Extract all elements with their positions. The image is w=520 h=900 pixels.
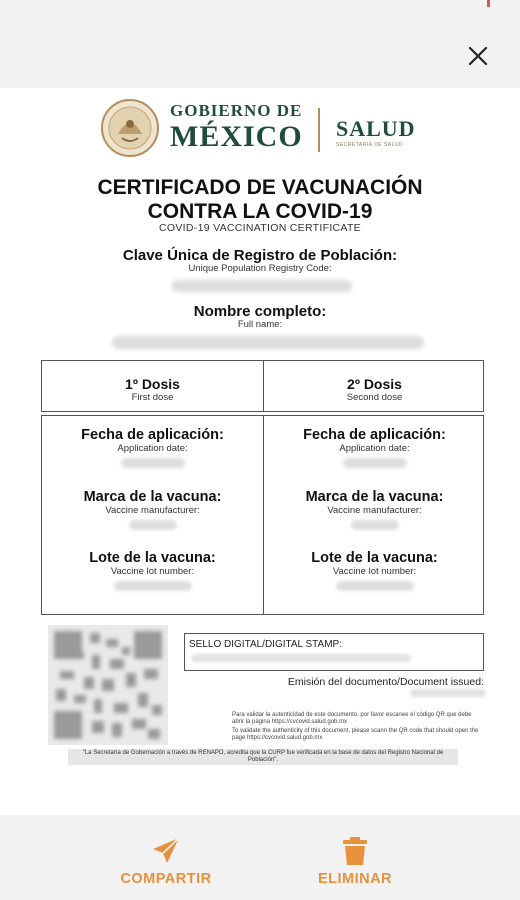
status-indicator	[487, 0, 490, 7]
close-button[interactable]	[466, 44, 490, 68]
name-label-en: Full name:	[237, 319, 283, 330]
name-label: Nombre completo:	[193, 303, 327, 320]
renapo-note: "La Secretaría de Gobernación a través de RENAPO, acredita que la CURP fue verificada en la base de datos del Registro Nacional de Población".	[68, 749, 458, 765]
curp-label: Clave Única de Registro de Población:	[122, 247, 398, 264]
dose-2-details	[264, 416, 485, 614]
gobierno-line2: MÉXICO	[170, 120, 303, 153]
dose-2-title-en: Second dose	[346, 392, 403, 403]
dose-2-title: 2º Dosis	[347, 376, 402, 392]
issued-label: Emisión del documento/Document issued:	[287, 676, 484, 688]
name-value-redacted	[112, 336, 424, 349]
dose-1-header	[42, 361, 263, 411]
header-divider	[318, 108, 320, 152]
bottom-action-bar	[0, 815, 520, 900]
government-header	[100, 98, 430, 162]
dose-1-manufacturer-label-en: Vaccine manufacturer:	[105, 505, 200, 516]
dose-2-manufacturer-label: Marca de la vacuna:	[305, 489, 444, 505]
validation-note-en: To validate the authenticity of this document, please scann the QR code that should open the page https://cvcovid.salud.gob.mx	[232, 728, 479, 741]
top-bar	[0, 0, 520, 88]
salud-subtitle: SECRETARÍA DE SALUD	[336, 142, 404, 148]
dose-1-date-label-en: Application date:	[117, 443, 188, 454]
dose-2-manufacturer-label-en: Vaccine manufacturer:	[327, 505, 422, 516]
dose-2-lot-redacted	[336, 581, 414, 591]
close-icon	[466, 44, 490, 68]
dose-1-date-redacted	[121, 458, 185, 468]
trash-icon	[339, 835, 371, 867]
dose-2-date-redacted	[343, 458, 407, 468]
share-label: COMPARTIR	[120, 871, 212, 887]
send-icon	[150, 835, 182, 867]
dose-1-manufacturer-field	[42, 489, 263, 530]
gobierno-wordmark	[170, 102, 303, 152]
dose-1-manufacturer-label: Marca de la vacuna:	[83, 489, 222, 505]
dose-2-date-label-en: Application date:	[339, 443, 410, 454]
dose-1-lot-redacted	[114, 581, 192, 591]
dose-2-lot-label: Lote de la vacuna:	[311, 550, 438, 566]
coat-of-arms-logo	[100, 98, 160, 158]
dose-1-lot-label: Lote de la vacuna:	[89, 550, 216, 566]
certificate-subtitle: COVID-19 VACCINATION CERTIFICATE	[159, 222, 361, 234]
certificate-title-line2: CONTRA LA COVID-19	[147, 200, 373, 223]
dose-1-lot-field	[42, 550, 263, 591]
certificate-title-line1: CERTIFICADO DE VACUNACIÓN	[97, 176, 423, 199]
doses-details-table	[41, 415, 484, 615]
doses-header-table	[41, 360, 484, 412]
dose-1-manufacturer-redacted	[129, 520, 177, 530]
dose-2-lot-field	[264, 550, 485, 591]
digital-stamp-label: SELLO DIGITAL/DIGITAL STAMP:	[189, 639, 342, 650]
delete-button[interactable]	[310, 835, 400, 887]
share-button[interactable]	[113, 835, 219, 887]
dose-1-title: 1º Dosis	[125, 376, 180, 392]
digital-stamp-redacted	[191, 654, 411, 662]
validation-note-es: Para validar la autenticidad de este documento, por favor escanee el código QR que debe abrir la página https://cvcovid.salud.gob.mx	[232, 712, 472, 725]
salud-title: SALUD	[336, 116, 416, 141]
dose-2-manufacturer-field	[264, 489, 485, 530]
dose-2-date-label: Fecha de aplicación:	[303, 427, 446, 443]
dose-1-date-field	[42, 427, 263, 468]
curp-label-en: Unique Population Registry Code:	[188, 263, 332, 274]
salud-wordmark	[336, 118, 416, 148]
dose-1-date-label: Fecha de aplicación:	[81, 427, 224, 443]
dose-1-title-en: First dose	[131, 392, 174, 403]
dose-2-date-field	[264, 427, 485, 468]
gobierno-line1: GOBIERNO DE	[170, 101, 303, 120]
digital-stamp-box	[184, 633, 484, 671]
issued-value-redacted	[410, 689, 486, 697]
dose-2-manufacturer-redacted	[351, 520, 399, 530]
qr-code-redacted	[48, 625, 168, 745]
curp-value-redacted	[172, 280, 352, 292]
dose-2-header	[264, 361, 485, 411]
dose-2-lot-label-en: Vaccine lot number:	[332, 566, 417, 577]
dose-1-details	[42, 416, 263, 614]
delete-label: ELIMINAR	[317, 871, 393, 887]
dose-1-lot-label-en: Vaccine lot number:	[110, 566, 195, 577]
